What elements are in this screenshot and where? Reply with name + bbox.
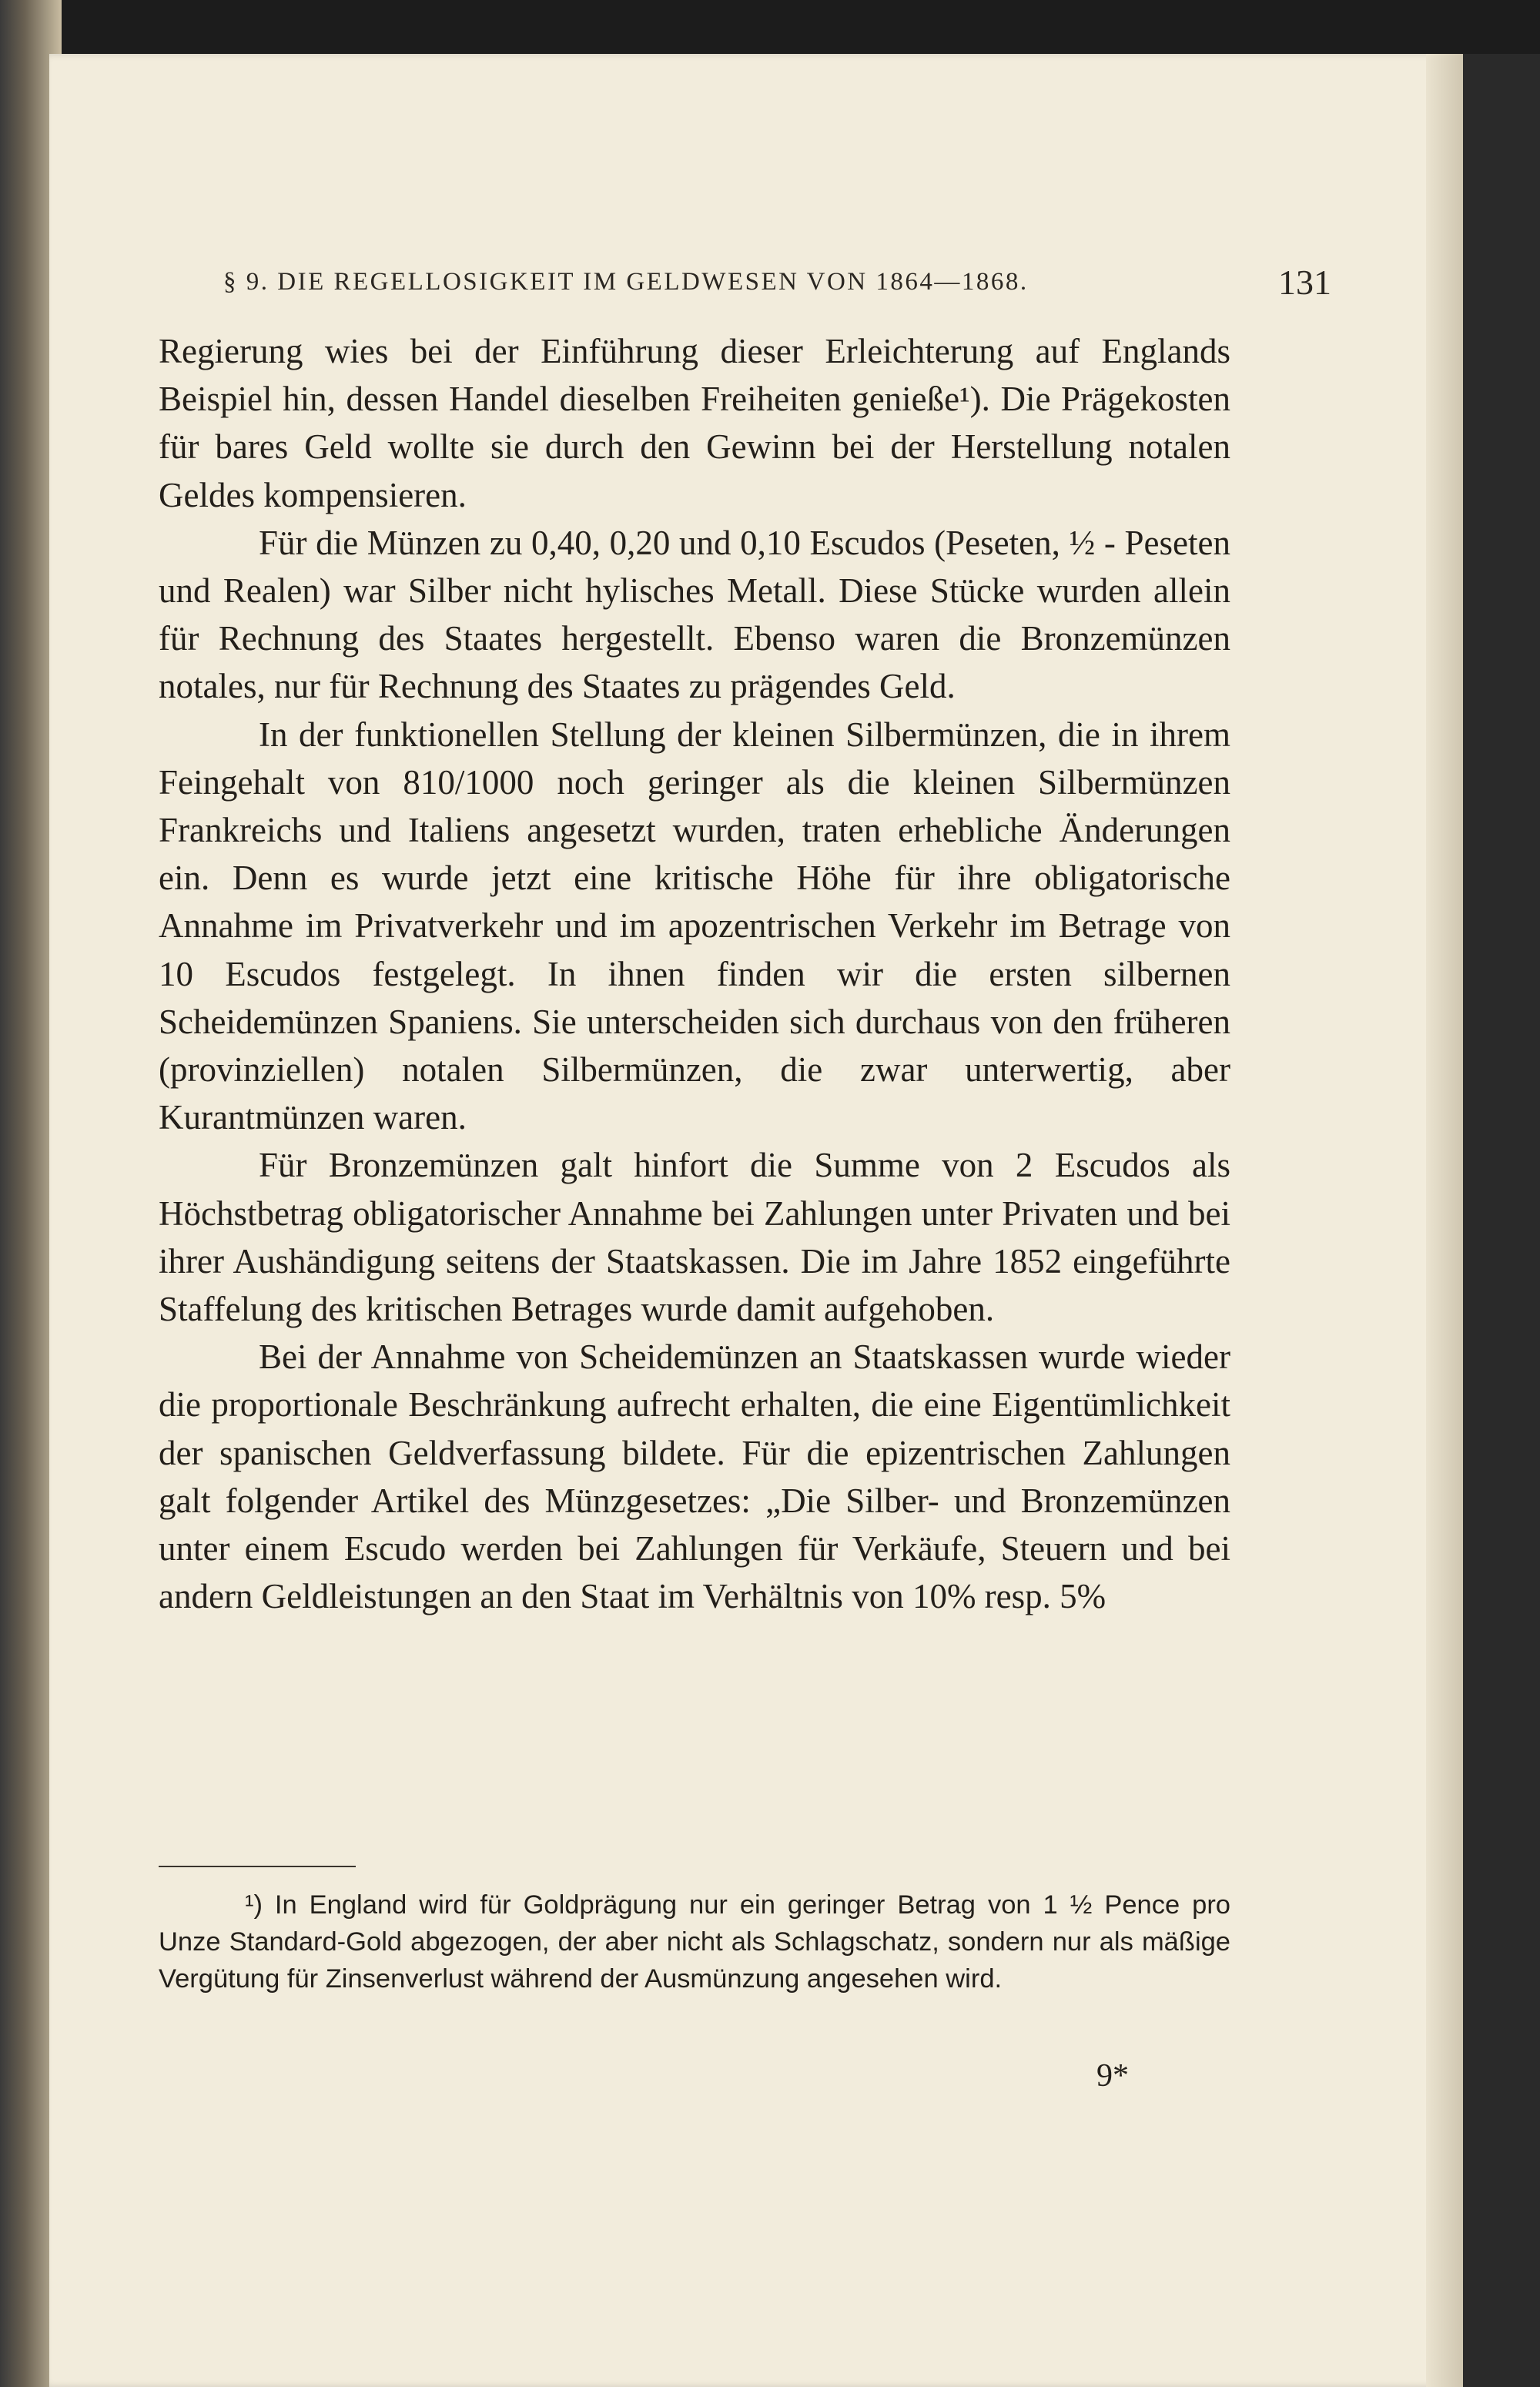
page-number: 131	[1278, 263, 1331, 302]
footnote-divider	[159, 1866, 356, 1867]
footnote-1: ¹) In England wird für Goldprägung nur ein geringer Betrag von 1 ½ Pence pro Unze Standard-Gold abgezogen, der aber nicht als Schlagschatz, sondern nur als mäßige Vergütung für Zinsenverlust während der Ausmünzung angesehen wird.	[159, 1890, 1230, 1994]
paragraph-1: Regierung wies bei der Einführung dieser Erleichterung auf Englands Beispiel hin, dessen Handel dieselben Freiheiten genieße¹). Die Prägekosten für bares Geld wollte sie durch den Gewinn bei der Herstellung notalen Geldes kompensieren.	[159, 332, 1230, 514]
paragraph-2: Für die Münzen zu 0,40, 0,20 und 0,10 Escudos (Peseten, ½ - Peseten und Realen) war Silber nicht hylisches Metall. Diese Stücke wurden allein für Rechnung des Staates hergestellt. Ebenso waren die Bronzemünzen notales, nur für Rechnung des Staates zu prägendes Geld.	[159, 523, 1230, 706]
signature-mark: 9*	[1096, 2058, 1129, 2094]
paragraph-4: Für Bronzemünzen galt hinfort die Summe von 2 Escudos als Höchstbetrag obligatorischer Annahme bei Zahlungen unter Privaten und bei ihrer Aushändigung seitens der Staatskassen. Die im Jahre 1852 eingeführte Staffelung des kritischen Betrages wurde damit aufgehoben.	[159, 1146, 1230, 1329]
scan-background-right	[1463, 54, 1540, 2387]
body-text	[159, 327, 1230, 1620]
paragraph-3: In der funktionellen Stellung der kleinen Silbermünzen, die in ihrem Feingehalt von 810/1000 noch geringer als die kleinen Silbermünzen Frankreichs und Italiens angesetzt wurden, traten erhebliche Änderungen ein. Denn es wurde jetzt eine kritische Höhe für ihre obligatorische Annahme im Privatverkehr und im apozentrischen Verkehr im Betrage von 10 Escudos festgelegt. In ihnen finden wir die ersten silbernen Scheidemünzen Spaniens. Sie unterscheiden sich durchaus von den früheren (provinziellen) notalen Silbermünzen, die zwar unterwertig, aber Kurantmünzen waren.	[159, 715, 1230, 1137]
running-header-title: § 9. DIE REGELLOSIGKEIT IM GELDWESEN VON 1864—1868.	[223, 268, 1029, 296]
footnotes	[159, 1886, 1230, 1997]
paragraph-5: Bei der Annahme von Scheidemünzen an Staatskassen wurde wieder die proportionale Beschränkung aufrecht erhalten, die eine Eigentümlichkeit der spanischen Geldverfassung bildete. Für die epizentrischen Zahlungen galt folgender Artikel des Münzgesetzes: „Die Silber- und Bronzemünzen unter einem Escudo werden bei Zahlungen für Verkäufe, Steuern und bei andern Geldleistungen an den Staat im Verhältnis von 10% resp. 5%	[159, 1337, 1230, 1616]
page-edge-shadow	[1426, 54, 1463, 2387]
